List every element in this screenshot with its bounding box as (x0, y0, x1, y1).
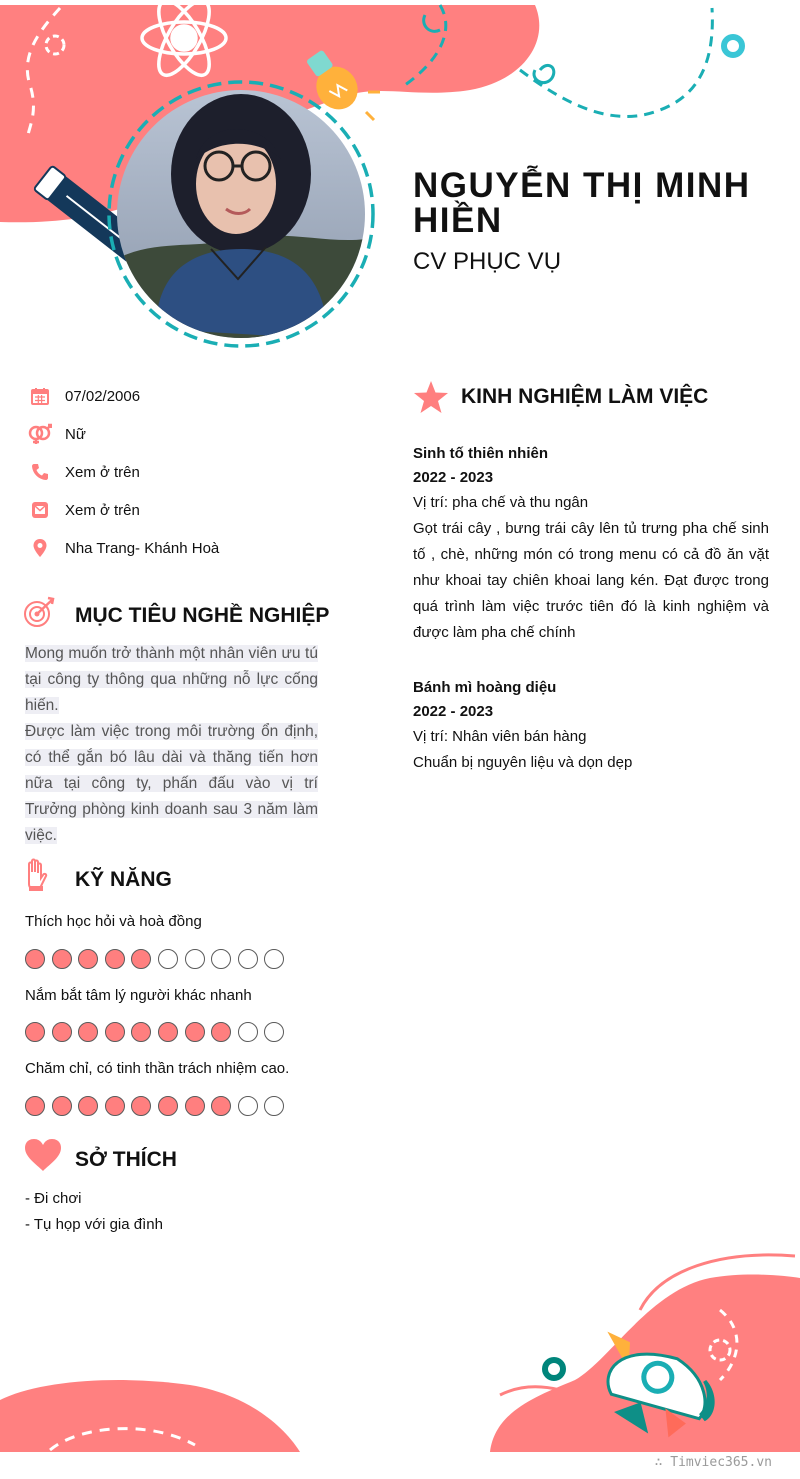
skill-label: Thích học hỏi và hoà đồng (25, 913, 202, 930)
job-position: Vị trí: pha chế và thu ngân (413, 494, 589, 511)
objective-paragraph: Mong muốn trở thành một nhân viên ưu tú tại công ty thông qua những nỗ lực cống hiến. (25, 645, 318, 714)
job-period: 2022 - 2023 (413, 469, 494, 486)
job-description: Chuẩn bị nguyên liệu và dọn dẹp (413, 754, 633, 771)
bottom-left-blob (0, 1380, 300, 1452)
hobby-item: - Tụ họp với gia đình (25, 1216, 163, 1233)
rating-dot-filled (78, 1022, 98, 1042)
rating-dot-filled (25, 1096, 45, 1116)
skill-label: Chăm chỉ, có tinh thần trách nhiệm cao. (25, 1060, 290, 1077)
target-icon (24, 596, 58, 630)
rating-dot-filled (52, 1022, 72, 1042)
contact-phone (28, 460, 140, 484)
location-icon (28, 536, 52, 560)
rating-dot-filled (25, 1022, 45, 1042)
gender-text: Nữ (65, 425, 86, 443)
skill-label: Nắm bắt tâm lý người khác nhanh (25, 987, 252, 1004)
rating-dot-filled (78, 1096, 98, 1116)
contact-address (28, 536, 219, 560)
rating-dot-filled (131, 1096, 151, 1116)
birthday-text: 07/02/2006 (65, 387, 141, 405)
objective-title: MỤC TIÊU NGHỀ NGHIỆP (75, 604, 330, 627)
heart-icon (24, 1138, 62, 1172)
rating-dot-filled (25, 949, 45, 969)
phone-text: Xem ở trên (65, 463, 140, 481)
job-position: Vị trí: Nhân viên bán hàng (413, 728, 587, 745)
address-text: Nha Trang- Khánh Hoà (65, 539, 220, 557)
rating-dot-filled (211, 1022, 231, 1042)
rating-dot-empty (238, 1022, 258, 1042)
objective-text (25, 641, 318, 849)
rating-dot-empty (264, 949, 284, 969)
phone-icon (28, 460, 52, 484)
rating-dot-filled (158, 1022, 178, 1042)
job-company: Bánh mì hoàng diệu (413, 679, 557, 696)
gender-icon (28, 422, 52, 446)
rating-dot-filled (78, 949, 98, 969)
hobby-item: - Đi chơi (25, 1190, 82, 1207)
profile-photo (116, 89, 366, 339)
rating-dot-empty (264, 1022, 284, 1042)
teal-ring (724, 37, 742, 55)
rating-dot-filled (211, 1096, 231, 1116)
skill-rating (25, 1096, 284, 1116)
skills-title: KỸ NĂNG (75, 868, 172, 891)
job-period: 2022 - 2023 (413, 703, 494, 720)
rating-dot-filled (52, 949, 72, 969)
experience-title: KINH NGHIỆM LÀM VIỆC (461, 385, 709, 408)
rating-dot-empty (185, 949, 205, 969)
rating-dot-empty (158, 949, 178, 969)
rating-dot-filled (105, 1022, 125, 1042)
rating-dot-empty (238, 949, 258, 969)
rating-dot-filled (158, 1096, 178, 1116)
job-entry (413, 676, 769, 776)
contact-birthday (28, 384, 140, 408)
rating-dot-filled (105, 949, 125, 969)
hobbies-title: SỞ THÍCH (75, 1148, 177, 1171)
rating-dot-filled (131, 1022, 151, 1042)
watermark: ∴ Timviec365.vn (654, 1455, 772, 1470)
contact-gender (28, 422, 86, 446)
rating-dot-filled (185, 1096, 205, 1116)
job-description: Gọt trái cây , bưng trái cây lên tủ trưng pha chế sinh tố , chè, những món có trong menu có cả đồ ăn vặt như khoai tay chiên khoai lang kén. Đạt được trong quá trình làm việc trước tiên đó là kinh nghiệm và được làm pha chế chính (413, 520, 769, 641)
calendar-icon (28, 384, 52, 408)
rating-dot-filled (105, 1096, 125, 1116)
rating-dot-filled (131, 949, 151, 969)
hand-icon (24, 858, 48, 892)
rating-dot-empty (238, 1096, 258, 1116)
rating-dot-empty (264, 1096, 284, 1116)
cv-title: CV PHỤC VỤ (413, 248, 562, 275)
job-entry (413, 442, 769, 646)
rating-dot-filled (185, 1022, 205, 1042)
email-icon (28, 498, 52, 522)
teal-ring-bottom (545, 1360, 563, 1378)
objective-paragraph: Được làm việc trong môi trường ổn định, có thể gắn bó lâu dài và thăng tiến hơn nữa tại công ty, phấn đấu vào vị trí Trưởng phòng kinh doanh sau 3 năm làm việc. (25, 723, 318, 844)
rating-dot-filled (52, 1096, 72, 1116)
candidate-name: NGUYỄN THỊ MINH HIỀN (413, 166, 751, 240)
skill-rating (25, 949, 284, 969)
star-icon (413, 380, 449, 414)
email-text: Xem ở trên (65, 501, 140, 519)
rating-dot-empty (211, 949, 231, 969)
skill-rating (25, 1022, 284, 1042)
job-company: Sinh tố thiên nhiên (413, 445, 548, 462)
contact-email (28, 498, 140, 522)
